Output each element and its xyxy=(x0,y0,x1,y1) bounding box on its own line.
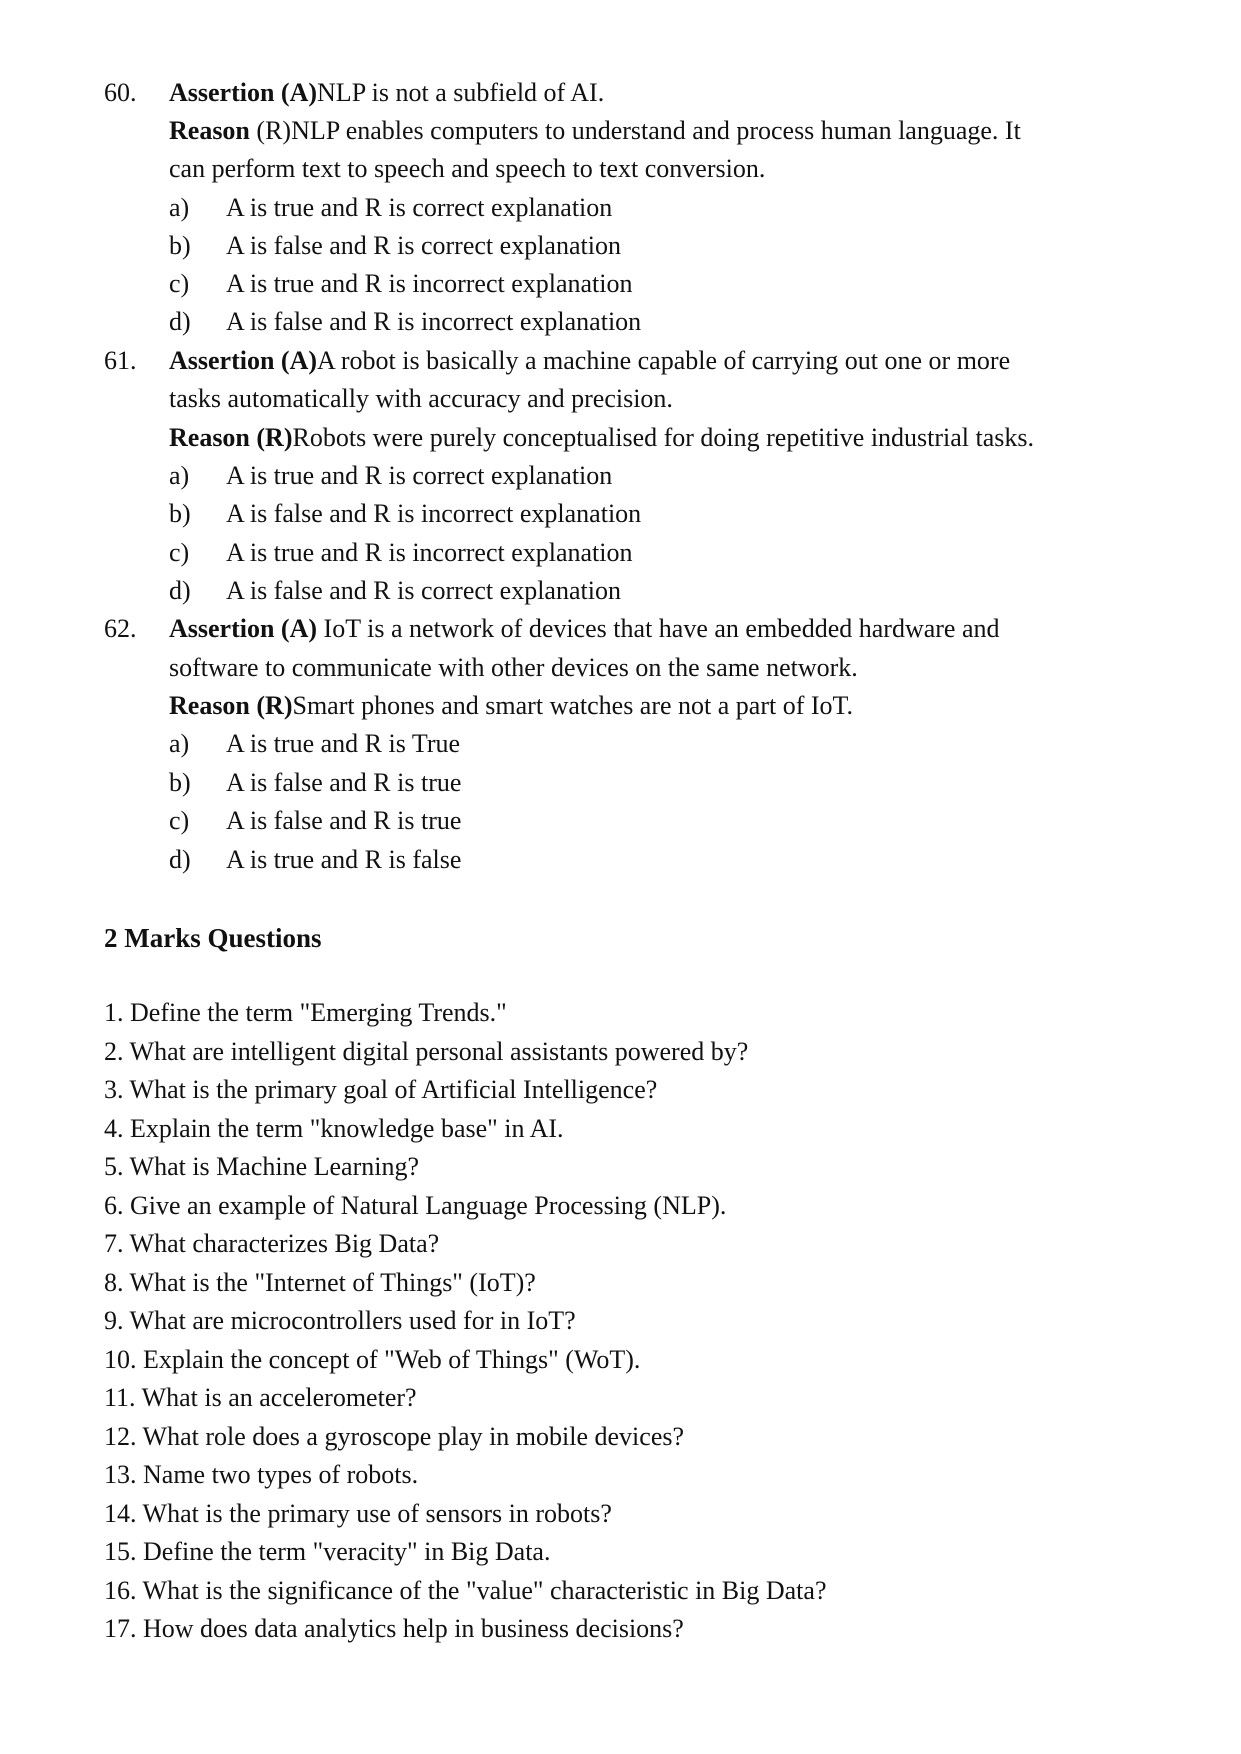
section-title: 2 Marks Questions xyxy=(104,923,322,953)
list-item: 16. What is the significance of the "value" characteristic in Big Data? xyxy=(104,1576,827,1605)
option-text: A is false and R is incorrect explanation xyxy=(226,499,642,528)
list-item: 15. Define the term "veracity" in Big Data. xyxy=(104,1537,551,1566)
list-item: 10. Explain the concept of "Web of Things" (WoT). xyxy=(104,1345,641,1374)
option-text: A is true and R is True xyxy=(226,729,461,758)
reason-continuation: can perform text to speech and speech to text conversion. xyxy=(169,154,766,183)
option-text: A is false and R is true xyxy=(226,806,462,835)
list-item: 4. Explain the term "knowledge base" in AI. xyxy=(104,1114,564,1143)
reason-label: Reason xyxy=(169,116,250,145)
list-item: 5. What is Machine Learning? xyxy=(104,1152,420,1181)
assertion-label: Assertion (A) xyxy=(169,78,318,107)
reason-line xyxy=(169,116,1021,146)
option-letter: a) xyxy=(169,729,190,758)
list-item: 1. Define the term "Emerging Trends." xyxy=(104,998,507,1027)
option-text: A is true and R is false xyxy=(226,845,462,874)
option-text: A is false and R is correct explanation xyxy=(226,231,621,260)
assertion-line xyxy=(169,614,1000,644)
assertion-text: IoT is a network of devices that have an embedded hardware and xyxy=(317,614,1000,643)
option-letter: a) xyxy=(169,461,190,490)
assertion-continuation: software to communicate with other devices on the same network. xyxy=(169,653,858,682)
reason-text: (R)NLP enables computers to understand and process human language. It xyxy=(249,116,1021,145)
option-letter: b) xyxy=(169,499,191,528)
reason-line xyxy=(169,691,853,721)
option-letter: d) xyxy=(169,576,191,605)
question-number: 62. xyxy=(104,614,137,643)
question-number: 61. xyxy=(104,346,137,375)
assertion-line xyxy=(169,346,1010,376)
list-item: 3. What is the primary goal of Artificial Intelligence? xyxy=(104,1075,658,1104)
assertion-text: A robot is basically a machine capable of carrying out one or more xyxy=(317,346,1011,375)
option-letter: d) xyxy=(169,845,191,874)
list-item: 8. What is the "Internet of Things" (IoT)? xyxy=(104,1268,536,1297)
option-text: A is false and R is incorrect explanation xyxy=(226,307,642,336)
option-letter: c) xyxy=(169,538,190,567)
question-number: 60. xyxy=(104,78,137,107)
reason-text: Robots were purely conceptualised for doing repetitive industrial tasks. xyxy=(292,423,1035,452)
list-item: 9. What are microcontrollers used for in IoT? xyxy=(104,1306,576,1335)
option-text: A is true and R is correct explanation xyxy=(226,193,613,222)
option-text: A is false and R is correct explanation xyxy=(226,576,621,605)
option-letter: a) xyxy=(169,193,190,222)
reason-label: Reason (R) xyxy=(169,423,293,452)
option-text: A is true and R is incorrect explanation xyxy=(226,538,633,567)
assertion-text: NLP is not a subfield of AI. xyxy=(317,78,605,107)
option-letter: b) xyxy=(169,768,191,797)
list-item: 2. What are intelligent digital personal assistants powered by? xyxy=(104,1037,749,1066)
assertion-label: Assertion (A) xyxy=(169,346,318,375)
option-letter: b) xyxy=(169,231,191,260)
list-item: 13. Name two types of robots. xyxy=(104,1460,419,1489)
list-item: 11. What is an accelerometer? xyxy=(104,1383,417,1412)
reason-text: Smart phones and smart watches are not a part of IoT. xyxy=(292,691,853,720)
reason-line xyxy=(169,423,1034,453)
assertion-label: Assertion (A) xyxy=(169,614,318,643)
assertion-continuation: tasks automatically with accuracy and precision. xyxy=(169,384,673,413)
list-item: 6. Give an example of Natural Language Processing (NLP). xyxy=(104,1191,727,1220)
option-letter: c) xyxy=(169,269,190,298)
option-letter: c) xyxy=(169,806,190,835)
option-letter: d) xyxy=(169,307,191,336)
reason-label: Reason (R) xyxy=(169,691,293,720)
list-item: 7. What characterizes Big Data? xyxy=(104,1229,440,1258)
list-item: 17. How does data analytics help in business decisions? xyxy=(104,1614,684,1643)
list-item: 14. What is the primary use of sensors in robots? xyxy=(104,1499,612,1528)
option-text: A is true and R is correct explanation xyxy=(226,461,613,490)
assertion-line xyxy=(169,78,604,108)
option-text: A is false and R is true xyxy=(226,768,462,797)
list-item: 12. What role does a gyroscope play in mobile devices? xyxy=(104,1422,685,1451)
option-text: A is true and R is incorrect explanation xyxy=(226,269,633,298)
